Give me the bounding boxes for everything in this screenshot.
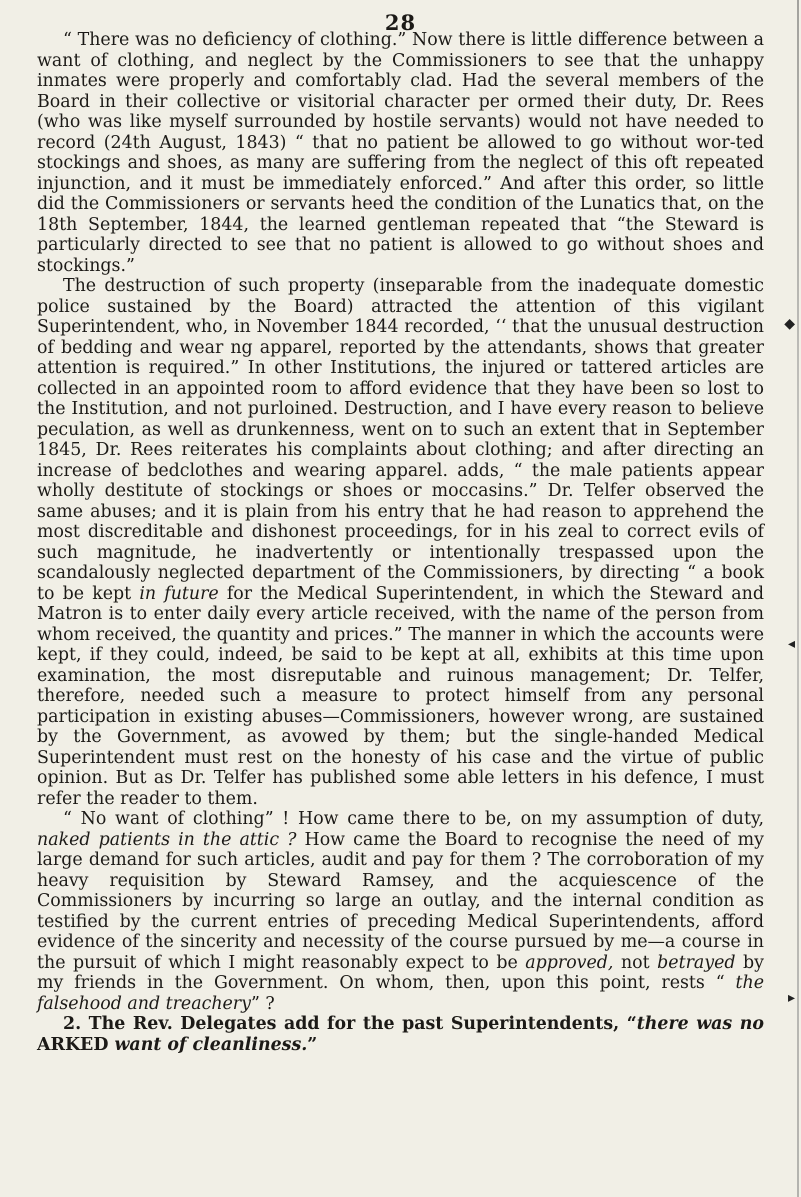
text-body [37, 30, 764, 1055]
paragraph-3 [37, 809, 764, 1014]
paragraph-4 [37, 1014, 764, 1055]
paragraph-1 [37, 30, 764, 276]
page-edge-shadow [797, 0, 799, 1197]
paragraph-4-italic-there-was-no: there was no [636, 1014, 764, 1034]
paragraph-3-text-c: not [613, 952, 658, 973]
paragraph-2-text-a: The destruction of such property (inseparable from the inadequate domestic police sustained by the Board) attracted the attention of this vigilant Superintendent, who, in November 1844 recorded, ‘‘ that the unusual destruction of bedding and wear ng apparel, reported by the attendants, shows that greater attention is required.” In other Institutions, the injured or tattered articles are collected in an appointed room to afford evidence that they have been so lost to the Institution, and not purloined. Destruction, and I have every reason to believe peculation, as well as drunkenness, went on to such an extent that in September 1845, Dr. Rees reiterates his complaints about clothing; and after directing an increase of bedclothes and wearing apparel. adds, “ the male patients appear wholly destitute of stockings or shoes or moccasins.” Dr. Telfer observed the same abuses; and it is plain from his entry that he had reason to apprehend the most discreditable and dishonest proceedings, for in his zeal to correct evils of such magnitude, he inadvertently or intentionally trespassed upon the scandalously neglected department of the Commissioners, by directing “ a book to be kept [37, 276, 764, 604]
paragraph-2-text-b: for the Medical Superintendent, in which the Steward and Matron is to enter daily every article received, with the name of the person from whom received, the quantity and prices.” The manner in which the accounts were kept, if they could, indeed, be said to be kept at all, exhibits at this time upon examination, the most disreputable and ruinous management; Dr. Telfer, therefore, needed such a measure to protect himself from any personal participation in existing abuses—Commissioners, however wrong, are sustained by the Government, as avowed by them; but the single-handed Medical Superintendent must rest on the honesty of his case and the virtue of public opinion. But as Dr. Telfer has published some able letters in his defence, I must refer the reader to them. [37, 583, 764, 809]
paragraph-4-italic-want-of-cleanliness: want of cleanliness. [114, 1034, 308, 1055]
paragraph-3-text-a: “ No want of clothing” ! How came there to be, on my assumption of duty, [63, 809, 764, 829]
paragraph-2 [37, 276, 764, 809]
paragraph-3-italic-approved: approved, [525, 952, 614, 973]
page-number: 28 [384, 10, 417, 35]
paragraph-3-text-e: ” ? [250, 993, 275, 1014]
margin-mark-3: ▸ [787, 990, 795, 1006]
paragraph-4-text-c: ” [307, 1034, 318, 1055]
margin-mark-1: ◆ [784, 316, 795, 332]
paragraph-3-italic-falsehood: the falsehood and treachery [37, 973, 764, 1014]
paragraph-4-text-a: 2. The Rev. Delegates add for the past Superintendents, “ [63, 1014, 637, 1034]
paragraph-3-italic-betrayed: betrayed [657, 952, 736, 973]
paragraph-3-text-b: How came the Board to recognise the need of my large demand for such articles, audit and pay for them ? The corroboration of my heavy requisition by Steward Ramsey, and the acquiescence of the Commissioners by incurring so large an outlay, and the internal condition as testified by the current entries of preceding Medical Superintendents, afford evidence of the sincerity and necessity of the course pursued by me—a course in the pursuit of which I might reasonably expect to be [37, 829, 764, 973]
paragraph-4-text-b: ARKED [37, 1034, 115, 1055]
paragraph-2-italic-in-future: in future [139, 583, 219, 604]
margin-mark-2: ◂ [787, 636, 795, 652]
paragraph-1-text: “ There was no deficiency of clothing.” Now there is little difference between a want of clothing, and neglect by the Commissioners to see that the unhappy inmates were properly and comfortably clad. Had the several members of the Board in their collective or visitorial character per ormed their duty, Dr. Rees (who was like myself surrounded by hostile servants) would not have needed to record (24th August, 1843) “ that no patient be allowed to go without wor-ted stockings and shoes, as many are suffering from the neglect of this oft repeated injunction, and it must be immediately enforced.” And after this order, so little did the Commissioners or servants heed the condition of the Lunatics that, on the 18th September, 1844, the learned gentleman repeated that “the Steward is particularly directed to see that no patient is allowed to go without shoes and stockings.” [37, 30, 764, 276]
paragraph-3-text-d: by my friends in the Government. On whom, then, upon this point, rests “ [37, 952, 764, 993]
paragraph-3-italic-naked-patients: naked patients in the attic ? [37, 829, 297, 850]
